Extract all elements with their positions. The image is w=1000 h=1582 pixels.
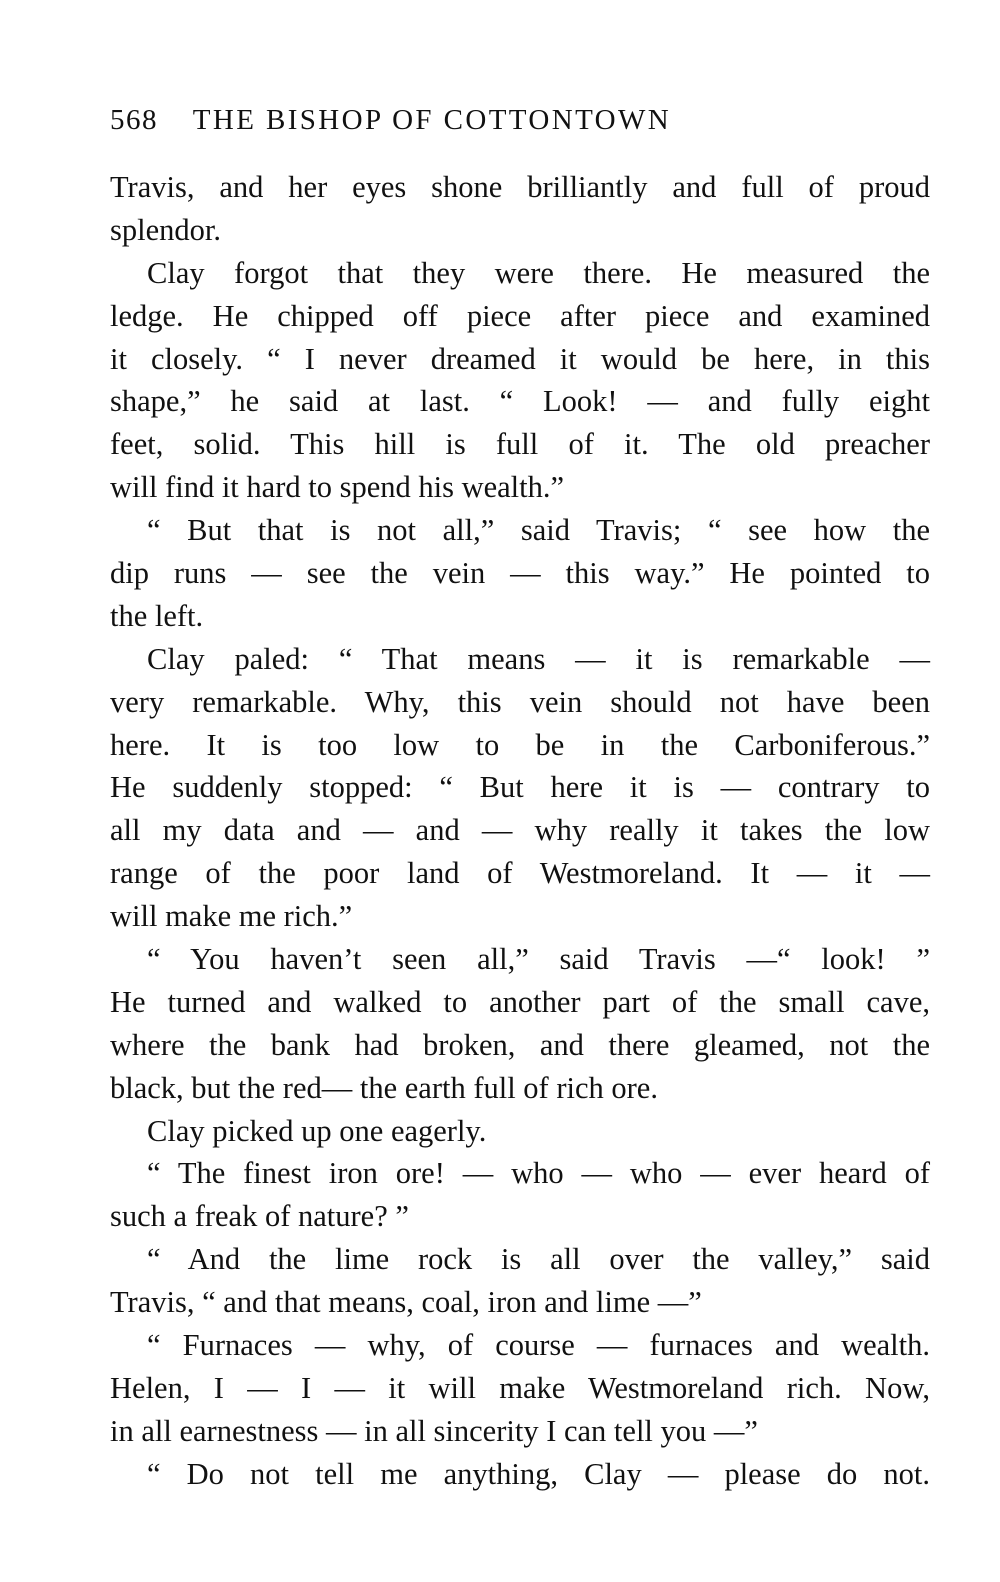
text-line: it closely. “ I never dreamed it would be here, in this [110,341,930,376]
text-line: “ Do not tell me anything, Clay — please do not. [147,1456,930,1491]
text-line: black, but the red— the earth full of rich ore. [110,1070,658,1105]
text-line: dip runs — see the vein — this way.” He pointed to [110,556,930,591]
text-line: here. It is too low to be in the Carboniferous.” [110,727,930,762]
text-line: ledge. He chipped off piece after piece and examined [110,298,930,333]
text-line: Travis, and her eyes shone brilliantly and full of proud [110,170,930,204]
text-line: such a freak of nature? ” [110,1199,409,1234]
page-number: 568 [110,104,158,136]
text-line: “ You haven’t seen all,” said Travis —“ look! ” [147,942,930,977]
text-line: will find it hard to spend his wealth.” [110,470,565,505]
text-line: Clay picked up one eagerly. [147,1113,487,1148]
text-line: He suddenly stopped: “ But here it is — contrary to [110,770,930,805]
text-line: where the bank had broken, and there gleamed, not the [110,1027,930,1062]
text-line: range of the poor land of Westmoreland. It — it — [110,856,930,891]
text-line: Clay paled: “ That means — it is remarkable — [147,641,930,676]
text-line: Travis, “ and that means, coal, iron and lime —” [110,1285,702,1320]
page-header [110,104,930,144]
text-line: shape,” he said at last. “ Look! — and fully eight [110,384,930,419]
text-line: He turned and walked to another part of the small cave, [110,984,930,1019]
text-line: very remarkable. Why, this vein should not have been [110,684,930,719]
text-line: in all earnestness — in all sincerity I can tell you —” [110,1413,758,1448]
text-line: feet, solid. This hill is full of it. The old preacher [110,427,930,462]
running-title: THE BISHOP OF COTTONTOWN [192,104,672,136]
text-line: Clay forgot that they were there. He measured the [147,255,930,290]
text-line: the left. [110,598,204,633]
text-line: “ But that is not all,” said Travis; “ see how the [147,513,930,548]
text-line: “ Furnaces — why, of course — furnaces and wealth. [147,1328,930,1363]
text-line: “ The finest iron ore! — who — who — ever heard of [147,1156,930,1191]
body-text [110,166,930,1496]
text-line: all my data and — and — why really it takes the low [110,813,930,848]
text-line: will make me rich.” [110,899,353,934]
text-line: Helen, I — I — it will make Westmoreland rich. Now, [110,1370,930,1405]
text-line: splendor. [110,212,221,247]
text-line: “ And the lime rock is all over the valley,” said [147,1242,930,1277]
